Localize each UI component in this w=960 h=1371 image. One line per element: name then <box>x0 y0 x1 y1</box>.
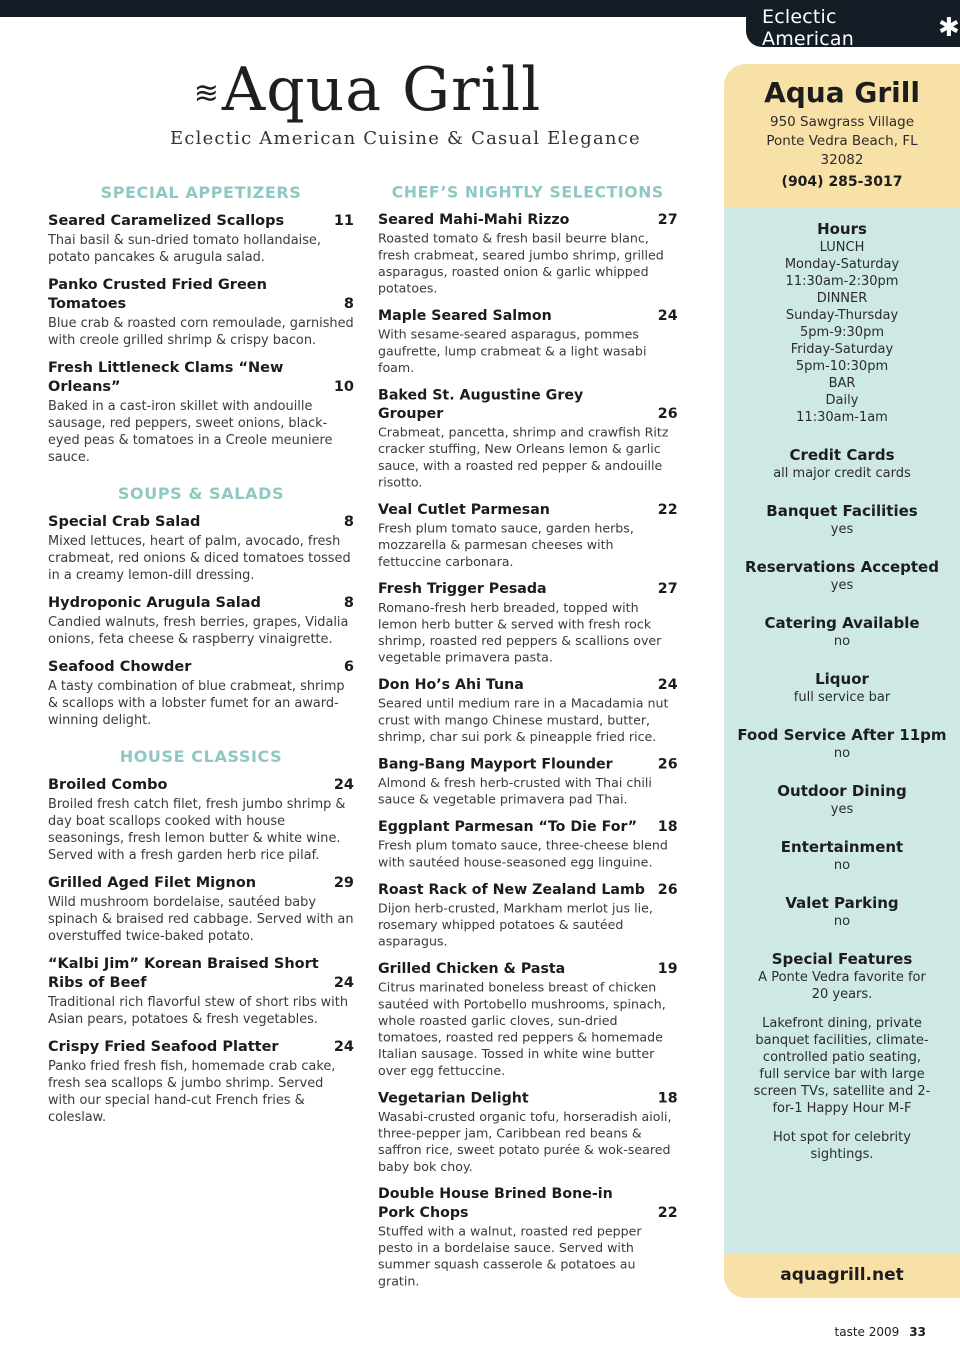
menu-item-name: Eggplant Parmesan “To Die For” <box>378 819 638 836</box>
section-heading: HOUSE CLASSICS <box>119 747 283 766</box>
menu-item-description: Thai basil & sun-dried tomato hollandaise, potato pancakes & arugula salad. <box>48 233 321 265</box>
menu-item-name: Roast Rack of New Zealand Lamb <box>378 882 645 898</box>
menu-item-header <box>378 501 678 520</box>
menu-item-name: Baked St. Augustine Grey Grouper <box>378 387 584 422</box>
menu-item-header <box>378 211 678 230</box>
menu-item-description: Crabmeat, pancetta, shrimp and crawfish Ritz cracker stuffing, New Orleans lemon & garlic sauce, with a roasted red pepper & andouille risotto. <box>378 425 669 491</box>
menu-item-name: Seafood Chowder <box>48 659 192 675</box>
menu-item-price: 22 <box>657 502 678 518</box>
menu-item-description: Baked in a cast-iron skillet with andouille sausage, red peppers, sweet onions, black-eyed peas & tomatoes in a Creole meuniere sauce. <box>48 399 333 465</box>
menu-item-price: 8 <box>343 595 354 611</box>
sidebar-restaurant-name: Aqua Grill <box>764 76 920 109</box>
menu-item-header <box>48 513 354 532</box>
menu-item-name: Bang-Bang Mayport Flounder <box>378 756 613 773</box>
logo-title: Aqua Grill <box>221 55 542 125</box>
menu-item <box>48 955 354 1028</box>
menu-item-price: 8 <box>343 296 354 312</box>
menu-item <box>48 359 354 466</box>
special-feature-paragraph: A Ponte Vedra favorite for 20 years. <box>758 970 926 1002</box>
logo-tagline: Eclectic American Cuisine & Casual Elegance <box>170 128 641 150</box>
menu-item <box>378 387 678 492</box>
menu-item-price: 26 <box>657 882 678 898</box>
feature-heading: Banquet Facilities <box>766 502 918 520</box>
menu-item-header <box>378 818 678 837</box>
address-line: 32082 <box>820 152 864 168</box>
menu-item <box>378 818 678 871</box>
feature-heading: Credit Cards <box>789 446 895 464</box>
feature-value: yes <box>830 578 854 593</box>
menu-item-description: Roasted tomato & fresh basil beurre blanc, fresh crabmeat, seared jumbo shrimp, grilled asparagus, roasted onion & garlic whipped potatoes. <box>378 231 664 297</box>
menu-item-description: Stuffed with a walnut, roasted red pepper pesto in a bordelaise sauce. Served with summer squash casserole & potatoes au gratin. <box>378 1224 642 1290</box>
page-footer <box>835 1325 926 1339</box>
menu-item <box>378 676 678 746</box>
menu-item-price: 18 <box>657 819 678 836</box>
menu-section <box>48 484 354 729</box>
special-feature-paragraph: Lakefront dining, private banquet facilities, climate-controlled patio seating, full service bar with large screen TVs, satellite and 2-for-1 Happy Hour M-F <box>753 1016 931 1116</box>
menu-item-price: 24 <box>657 308 678 324</box>
menu-item-header <box>48 594 354 613</box>
sidebar-address <box>724 113 960 170</box>
menu-item-name: Don Ho’s Ahi Tuna <box>378 677 524 694</box>
menu-item <box>48 513 354 584</box>
menu-item-description: Traditional rich flavorful stew of short ribs with Asian pears, potatoes & fresh vegetables. <box>48 995 348 1027</box>
menu-item-header <box>378 1090 678 1109</box>
feature-heading: Liquor <box>815 670 869 688</box>
menu-item-description: Fresh plum tomato sauce, garden herbs, mozzarella & parmesan cheeses with fettuccine carbonara. <box>378 521 634 570</box>
menu-item-header <box>378 387 678 424</box>
menu-item-description: Wild mushroom bordelaise, sautéed baby spinach & braised red cabbage. Served with an overstuffed twice-baked potato. <box>48 895 354 944</box>
menu-item-price: 18 <box>657 1090 678 1107</box>
website-link[interactable]: aquagrill.net <box>724 1254 960 1298</box>
menu-item-price: 24 <box>333 1039 354 1055</box>
menu-item <box>48 1038 354 1126</box>
menu-item <box>378 580 678 666</box>
menu-item-description: Citrus marinated boneless breast of chicken sautéed with Portobello mushrooms, spinach, whole roasted garlic cloves, sun-dried tomatoes, roasted red peppers & homemade Italian sausage. Tossed in white wine butter over egg fettuccine. <box>378 980 666 1079</box>
hours-line: 11:30am-2:30pm <box>785 274 899 289</box>
menu-item-description: Almond & fresh herb-crusted with Thai chili sauce & vegetable primavera pad Thai. <box>378 776 652 808</box>
asterisk-icon: ✱ <box>938 12 960 43</box>
menu-item-price: 8 <box>343 514 354 530</box>
menu-item-price: 19 <box>657 961 678 977</box>
menu-item-name: Panko Crusted Fried Green Tomatoes <box>48 277 267 312</box>
menu-item <box>378 1185 678 1290</box>
menu-item-price: 27 <box>657 212 678 229</box>
category-tab <box>746 0 960 50</box>
menu-item-header <box>48 212 354 231</box>
menu-item-header <box>48 359 354 397</box>
section-heading: CHEF’S NIGHTLY SELECTIONS <box>391 183 664 202</box>
menu-item-name: Seared Caramelized Scallops <box>48 213 285 229</box>
menu-item-name: Special Crab Salad <box>48 514 201 530</box>
feature-block <box>724 557 960 594</box>
menu-item-header <box>48 276 354 314</box>
feature-block <box>724 669 960 706</box>
hours-heading: Hours <box>817 220 867 238</box>
menu-item-header <box>378 756 678 775</box>
menu-item-description: With sesame-seared asparagus, pommes gaufrette, lump crabmeat & a light wasabi foam. <box>378 327 647 376</box>
sidebar-header <box>724 64 960 208</box>
feature-heading: Reservations Accepted <box>745 558 939 576</box>
menu-item-name: Grilled Aged Filet Mignon <box>48 875 257 891</box>
logo-title-row <box>170 55 565 126</box>
hours-line: DINNER <box>816 291 868 306</box>
menu-item-price: 22 <box>657 1205 678 1221</box>
sidebar-phone: (904) 285-3017 <box>781 174 903 190</box>
feature-block <box>724 613 960 650</box>
sidebar-body <box>724 208 960 1163</box>
hours-line: BAR <box>828 376 856 391</box>
feature-block <box>724 501 960 538</box>
menu-item-description: Fresh plum tomato sauce, three-cheese blend with sautéed house-seasoned egg linguine. <box>378 838 668 871</box>
menu-item <box>48 776 354 864</box>
publication-name: taste 2009 <box>834 1325 900 1339</box>
features-list <box>724 445 960 930</box>
menu-section <box>378 183 678 1290</box>
hours-block <box>724 219 960 426</box>
menu-item-header <box>48 1038 354 1057</box>
feature-value: all major credit cards <box>773 466 911 481</box>
menu-section <box>48 747 354 1126</box>
menu-item-price: 11 <box>333 213 354 229</box>
menu-item-header <box>48 776 354 795</box>
category-label: Eclectic American <box>762 5 855 50</box>
feature-heading: Entertainment <box>780 838 904 856</box>
special-features-block <box>724 949 960 1163</box>
feature-heading: Outdoor Dining <box>777 782 907 800</box>
waves-icon: ≋ <box>193 76 220 112</box>
feature-value: no <box>833 634 851 649</box>
menu-column-right <box>378 183 678 1300</box>
hours-line: Monday-Saturday <box>784 257 900 272</box>
section-heading: SPECIAL APPETIZERS <box>100 183 302 202</box>
menu-item-price: 24 <box>333 777 354 793</box>
menu-item-description: Romano-fresh herb breaded, topped with lemon herb butter & served with fresh rock shrimp, roasted red peppers & scallions over vegetable primavera pasta. <box>378 601 662 666</box>
menu-item-name: Crispy Fried Seafood Platter <box>48 1039 279 1055</box>
menu-item-header <box>378 307 678 326</box>
menu-item-name: Double House Brined Bone-in Pork Chops <box>378 1186 613 1221</box>
menu-item <box>378 307 678 377</box>
hours-lines <box>724 239 960 426</box>
special-features-text <box>724 969 960 1163</box>
hours-line: Friday-Saturday <box>790 342 894 357</box>
info-sidebar <box>724 64 960 1298</box>
menu-item-name: Seared Mahi-Mahi Rizzo <box>378 212 570 229</box>
hours-line: Sunday-Thursday <box>785 308 899 323</box>
feature-block <box>724 445 960 482</box>
menu-item-header <box>378 580 678 599</box>
feature-value: full service bar <box>793 690 891 705</box>
menu-item <box>48 658 354 729</box>
feature-value: yes <box>830 802 854 817</box>
menu-item-name: Veal Cutlet Parmesan <box>378 502 550 518</box>
menu-section <box>48 183 354 466</box>
hours-line: 5pm-9:30pm <box>800 325 884 340</box>
special-features-heading: Special Features <box>771 950 913 968</box>
feature-heading: Catering Available <box>764 614 920 632</box>
menu-item-name: Grilled Chicken & Pasta <box>378 961 566 977</box>
menu-item-description: Broiled fresh catch filet, fresh jumbo shrimp & day boat scallops cooked with house seasonings, fresh lemon butter & white wine. Served with a fresh garden herb rice pilaf. <box>48 797 346 863</box>
menu-item-name: Hydroponic Arugula Salad <box>48 595 261 611</box>
menu-item-header <box>48 874 354 893</box>
address-line: 950 Sawgrass Village <box>769 114 915 130</box>
menu-item-description: Blue crab & roasted corn remoulade, garnished with creole grilled shrimp & crispy bacon. <box>48 316 354 348</box>
page-number: 33 <box>909 1325 926 1339</box>
feature-heading: Valet Parking <box>785 894 899 912</box>
special-feature-paragraph: Hot spot for celebrity sightings. <box>773 1130 911 1162</box>
menu-item-name: “Kalbi Jim” Korean Braised Short Ribs of Beef <box>48 956 319 991</box>
address-line: Ponte Vedra Beach, FL <box>766 133 918 149</box>
hours-line: Daily <box>825 393 859 408</box>
feature-value: no <box>833 858 851 873</box>
feature-block <box>724 781 960 818</box>
section-heading: SOUPS & SALADS <box>117 484 285 503</box>
menu-item-price: 24 <box>657 677 678 694</box>
menu-item-description: Seared until medium rare in a Macadamia nut crust with mango Chinese mustard, butter, shrimp, char sui pork & pineapple fried rice. <box>378 696 669 745</box>
menu-item-description: Mixed lettuces, heart of palm, avocado, fresh crabmeat, red onions & diced tomatoes tossed in a creamy lemon-dill dressing. <box>48 534 351 583</box>
menu-item <box>378 960 678 1079</box>
menu-item-name: Fresh Trigger Pesada <box>378 581 547 598</box>
menu-item-header <box>48 658 354 677</box>
menu-item-description: Dijon herb-crusted, Markham merlot jus lie, rosemary whipped potatoes & sautéed asparagus. <box>378 901 653 950</box>
feature-block <box>724 893 960 930</box>
menu-item <box>378 211 678 297</box>
restaurant-logo <box>170 55 641 150</box>
menu-item <box>378 756 678 809</box>
menu-item-header <box>378 676 678 695</box>
menu-item <box>48 874 354 945</box>
menu-item <box>48 212 354 266</box>
hours-line: LUNCH <box>819 240 865 255</box>
feature-block <box>724 725 960 762</box>
menu-item-description: A tasty combination of blue crabmeat, shrimp & scallops with a lobster fumet for an award-winning delight. <box>48 679 345 728</box>
feature-value: no <box>833 914 851 929</box>
menu-item-price: 26 <box>657 406 678 422</box>
hours-line: 5pm-10:30pm <box>795 359 889 374</box>
menu-item <box>48 594 354 648</box>
menu-item-description: Panko fried fresh fish, homemade crab cake, fresh sea scallops & jumbo shrimp. Served with our special hand-cut French fries & coleslaw. <box>48 1059 336 1125</box>
menu-item <box>378 1090 678 1176</box>
menu-item-price: 29 <box>333 875 354 891</box>
menu-column-left <box>48 183 354 1136</box>
menu-item-price: 27 <box>657 581 678 598</box>
feature-value: no <box>833 746 851 761</box>
menu-item <box>48 276 354 349</box>
menu-item-description: Wasabi-crusted organic tofu, horseradish aioli, three-pepper jam, Caribbean red beans & saffron rice, sweet potato purée & wok-seared baby bok choy. <box>378 1110 672 1175</box>
menu-item-header <box>378 881 678 900</box>
menu-item-description: Candied walnuts, fresh berries, grapes, Vidalia onions, feta cheese & raspberry vinaigrette. <box>48 615 349 647</box>
menu-item-price: 26 <box>657 756 678 773</box>
menu-item-header <box>48 955 354 993</box>
menu-item-header <box>378 1185 678 1222</box>
menu-item-header <box>378 960 678 979</box>
menu-item-price: 24 <box>333 975 354 991</box>
hours-line: 11:30am-1am <box>796 410 888 425</box>
menu-item-name: Maple Seared Salmon <box>378 308 552 324</box>
menu-item-name: Vegetarian Delight <box>378 1090 529 1107</box>
menu-item-name: Broiled Combo <box>48 777 168 793</box>
feature-block <box>724 837 960 874</box>
feature-heading: Food Service After 11pm <box>737 726 947 744</box>
menu-item <box>378 881 678 951</box>
menu-item-price: 10 <box>333 379 354 395</box>
menu-item-name: Fresh Littleneck Clams “New Orleans” <box>48 360 284 395</box>
menu-item <box>378 501 678 571</box>
feature-value: yes <box>830 522 854 537</box>
menu-item-price: 6 <box>343 659 354 675</box>
